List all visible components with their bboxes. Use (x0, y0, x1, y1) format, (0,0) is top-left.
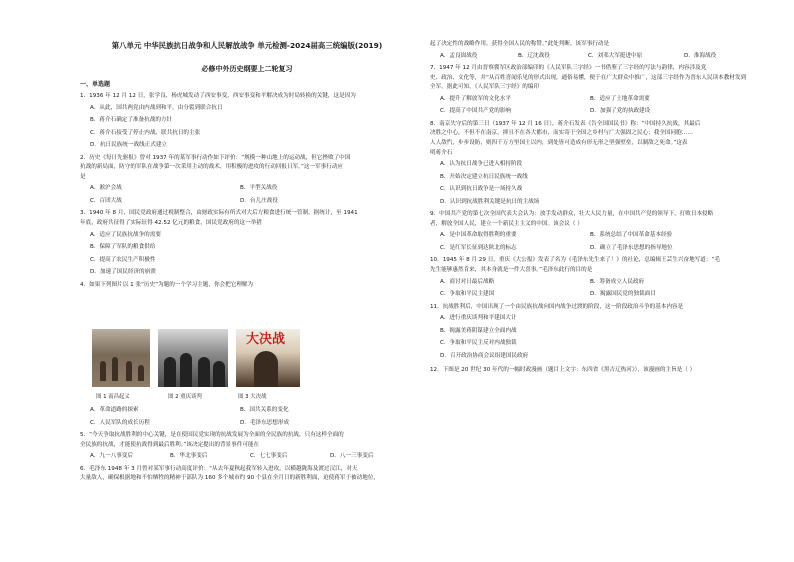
question-9-text-cont: 者，解放全国人民，建立一个新民主主义的中国。该会议（ ） (430, 220, 583, 227)
q4-option-b: B．国共关系的变化 (240, 407, 289, 413)
q7-options-row-1 (430, 93, 766, 106)
q11-option-b: B．揭露美蒋阴谋建立全面内战 (440, 327, 517, 334)
q9-options-row-2 (430, 242, 766, 255)
question-5-text: 5．“今天争取抗战胜利的中心关键，是在使国民党实现的抗战发展为全面的全民族的抗战，只有这样全面的 (80, 432, 344, 438)
painting-figure (126, 361, 132, 381)
q10-option-d: D．揭露国民党的独裁面目 (590, 291, 656, 298)
caption-fig1: 图 1 南昌起义 (96, 394, 130, 400)
q11-option-d: D．召开政治协商会议组建国民政府 (440, 352, 529, 359)
q6-option-c: C．刘邓大军挺进中原 (588, 52, 643, 59)
q10-option-b: B．筹备成立人民政府 (590, 278, 645, 285)
question-8-text-cont: 决胜之中心，不但不在南京，抑且不在各大都市，而实寄于全国之乡村与广大强固之民心；我全国同胞…… (430, 130, 693, 137)
q10-options-row-2 (430, 288, 766, 301)
q2-option-c: C．百团大战 (90, 197, 122, 204)
q4-options-row-1 (80, 404, 420, 417)
q10-option-a: A．商讨对日最后战略 (440, 278, 495, 285)
q4-options-row-2 (80, 417, 420, 430)
q9-option-b: B．系统总结了中国革命基本经验 (590, 232, 673, 239)
q5-option-a: A．九一八事变后 (90, 453, 133, 460)
q10-option-c: C．争取和平民主建国 (440, 291, 495, 298)
q3-option-b: B．保障了军队的粮食供给 (90, 244, 156, 251)
question-6-text-cont: 大量敌人，确保根据地和不怕牺牲的精神于部队为 160 多个城市约 90 个县在全月日的新胜利面，迫使蒋军于被动地位， (80, 475, 380, 482)
photo-figure (198, 357, 210, 387)
left-column-lower (80, 404, 420, 484)
question-10-text-cont: 先生能够惠然肯来，其本身就是一件大喜事。”毛泽东此行的目的是 (430, 267, 593, 274)
q8-option-b: B．开始决定建立抗日民族统一战线 (440, 173, 528, 180)
q9-option-d: D．确立了毛泽东思想的指导地位 (590, 244, 673, 251)
q1-option-c: C．蒋介石接受了停止内战、联共抗日的主张 (90, 129, 201, 136)
question-3-text: 3．1940 年 8 月，国民党政府通过税制整合，由财政实际有所式对大后方粮食进行统一管制。据统计，至 1941 (80, 210, 358, 217)
q5-options (80, 450, 420, 463)
q7-options-row-2 (430, 105, 766, 118)
question-6-text: 6．毛泽东 1948 年 3 月曾对某军事行动高度评价：“从去年夏秋起我军转入进攻，以横越陇海及渡过汉江，对天 (80, 465, 358, 472)
q7-option-c: C．提高了中国共产党的影响 (440, 108, 512, 115)
q9-option-c: C．是红军长征到达陕北的标志 (440, 244, 517, 251)
question-7-text-end: 全军。据此可知，《人民军队三字经》的编印 (430, 84, 540, 91)
question-2-text-cont: 抗战的新局面，防守的军队在战争第一次采用主动的战术，用积极的进攻的行动回报日军。”这一军事行动应 (80, 164, 344, 171)
q9-options-row-1 (430, 229, 766, 242)
photo-figure (164, 357, 176, 387)
q6-options (430, 50, 766, 63)
q5-option-b: B．华北事变后 (170, 453, 208, 460)
q1-option-d: D．抗日民族统一战线正式建立 (90, 142, 168, 149)
painting-figure (112, 357, 118, 381)
q3-option-d: D．加速了国民经济的崩溃 (90, 269, 156, 276)
question-7-text-cont: 史、政治、文化等，并“从百姓喜闻乐见的形式出现，通俗易懂，便于在广大群众中推广，这部三字经作为晋东人民读本教材发到 (430, 74, 747, 81)
caption-fig3: 图 3 大决战 (238, 394, 267, 400)
caption-fig2: 图 2 重庆谈判 (168, 394, 202, 400)
q4-option-c: C．人民军队的成长历程 (90, 419, 150, 426)
q4-image-strip (92, 329, 322, 387)
q6-option-d: D．淮海战役 (684, 52, 717, 59)
q2-option-d: D．台儿庄战役 (240, 197, 278, 204)
q2-options-row-2 (80, 195, 420, 208)
q8-option-c: C．认识到抗日战争是一场持久战 (440, 186, 523, 193)
nanchang-uprising-image (92, 329, 150, 387)
poster-figure (254, 351, 278, 387)
q5-option-d: D．八一三事变后 (330, 453, 374, 460)
q2-option-b: B．平型关战役 (240, 185, 278, 192)
question-4-text: 4．如果下列图片以 1 张“历史”为题的一个学习主题，你会把它理解为 (80, 281, 254, 288)
q10-options-row-1 (430, 276, 766, 289)
chongqing-negotiation-photo (158, 329, 228, 387)
painting-figure (100, 361, 106, 381)
photo-figure (180, 353, 192, 387)
painting-figure (138, 365, 144, 381)
question-7-text: 7．1947 年 12 月由晋察冀军区政治部编印的《人民军队三字经》一书借鉴了三字经的写法与韵律，内容涉及党 (430, 65, 707, 72)
left-column (80, 92, 420, 290)
q7-option-b: B．适应了土地革命需要 (590, 95, 650, 102)
question-2-text: 2．历史《每日先驱报》曾对 1937 年的某军事行动作如下评价：“规模一种山地上的运动战，但它挫败了中国 (80, 154, 351, 161)
q5-option-c: C．七七事变后 (250, 453, 288, 460)
q7-option-a: A．提升了解放军的文化水平 (440, 95, 511, 102)
question-12-text: 12．下图是 20 世纪 30 年代的一幅时政漫画（题目上文字：东四省《黑吉辽热河》），该漫画的主旨是（ ） (430, 367, 696, 374)
q7-option-d: D．加强了党的执政建设 (590, 108, 651, 115)
question-8-text-cont: 人人敌忾，步步设防，则四千万方里国土以内，到处皆可造成有形无形之坚强壁垒，以制敌之死命。”这表 (430, 140, 688, 147)
question-3-text-cont: 年底，政府共征得了实际征得 42.52 亿元的粮食，国民党政府的这一举措 (80, 219, 262, 226)
q4-option-a: A．革命道路的探索 (90, 407, 139, 413)
q3-option-a: A．适应了民族抗战争的需要 (90, 231, 161, 238)
q2-options-row-1 (80, 182, 420, 195)
q1-option-b: B．蒋介石确定了准备抗战的方针 (90, 117, 173, 124)
q11-option-c: C．争取和平民主反对内战独裁 (440, 340, 517, 347)
q6-option-b: B．辽沈战役 (518, 52, 550, 59)
q8-option-a: A．认为抗日战争已进入相持阶段 (440, 161, 523, 168)
question-8-text: 8．南京失守后的第三日（1937 年 12 月 16 日），蒋介石发表《告全国国民书》称：“中国持久抗战，其最后 (430, 120, 701, 127)
q6-option-a: A．孟良崮战役 (440, 52, 478, 59)
question-9-text: 9．中国共产党的第七次全国代表大会认为：放手发动群众，壮大人民力量，在中国共产党的领导下，打败日本侵略 (430, 211, 714, 218)
photo-figure (213, 361, 225, 387)
q11-option-a: A．进行重庆谈判和平建国大计 (440, 315, 517, 322)
question-11-text: 11．抗战胜利后，中国出现了一个由民族抗战向国内战争过渡的阶段，这一阶段政治斗争的基本内容是 (430, 303, 684, 310)
question-2-text-end: 是 (80, 173, 86, 180)
question-8-text-end: 明蒋介石 (430, 149, 453, 156)
section-heading: 一、单选题 (80, 81, 111, 88)
question-1-text: 1．1936 年 12 月 12 日，张学良、杨虎城发动了西安事变，西安事变和平解决成为时局转换的关键，这是因为 (80, 93, 356, 99)
question-6-text-end: 起了决定性的战略作用，获得全国人民的称赞。”此处判断，该军事行动是 (430, 41, 610, 47)
decisive-battle-poster (236, 329, 300, 387)
q2-option-a: A．淞沪会战 (90, 185, 122, 192)
q9-option-a: A．是中国革命取得胜利的重要 (440, 232, 517, 239)
page-subtitle: 必修中外历史纲要上二轮复习 (201, 65, 293, 73)
right-column (430, 40, 766, 376)
question-10-text: 10．1945 年 8 月 29 日，重庆《大公报》发表了名为《毛泽东先生来了！》的社论，总编辑王芸生兴奋地写道：“毛 (430, 257, 720, 264)
q3-option-c: C．提高了农民生产积极性 (90, 256, 156, 263)
poster-title: 大决战 (246, 332, 286, 347)
q4-option-d: D．毛泽东思想形成 (240, 419, 290, 426)
page-title: 第八单元 中华民族抗日战争和人民解放战争 单元检测-2024届高三统编版(2019) (111, 41, 383, 50)
q1-option-a: A．从此，国共两党由内战到和平，由分裂到联合抗日 (90, 104, 223, 111)
q8-option-d: D．认识到抗战胜利关键是抗日的主战场 (440, 198, 540, 205)
question-5-text-cont: 全民族的抗战，才能使抗战得到最后胜利。”该决定提出的背景事件可能在 (80, 441, 260, 448)
